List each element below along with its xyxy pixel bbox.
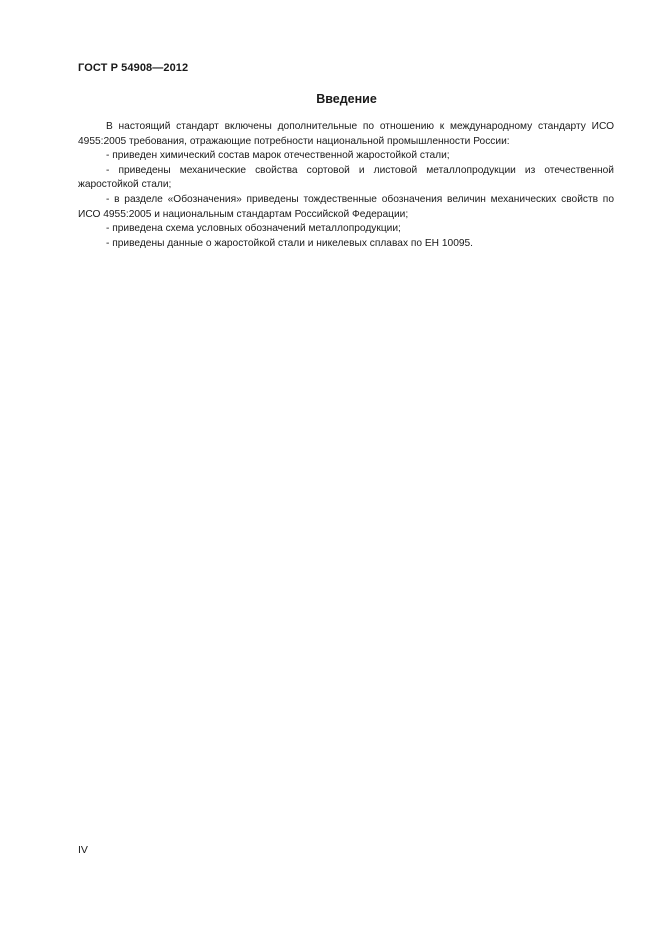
paragraph-intro: В настоящий стандарт включены дополнительные по отношению к международному стандарту ИСО 4955:2005 требования, отражающие потребности национальной промышленности России: bbox=[78, 121, 614, 147]
page-number: IV bbox=[78, 844, 88, 856]
list-item-designation-scheme: - приведена схема условных обозначений металлопродукции; bbox=[106, 223, 401, 235]
introduction-body bbox=[78, 120, 614, 251]
list-item-designations: - в разделе «Обозначения» приведены тождественные обозначения величин механических свойств по ИСО 4955:2005 и национальным стандартам Российской Федерации; bbox=[78, 193, 614, 220]
list-item-chemical-composition: - приведен химический состав марок отечественной жаростойкой стали; bbox=[106, 150, 450, 162]
list-item-mechanical-properties: - приведены механические свойства сортовой и листовой металлопродукции из отечественной жаростойкой стали; bbox=[78, 164, 614, 191]
list-item-en-10095-data: - приведены данные о жаростойкой стали и никелевых сплавах по ЕН 10095. bbox=[106, 237, 474, 249]
document-code: ГОСТ Р 54908—2012 bbox=[78, 62, 189, 74]
section-title: Введение bbox=[316, 92, 377, 106]
